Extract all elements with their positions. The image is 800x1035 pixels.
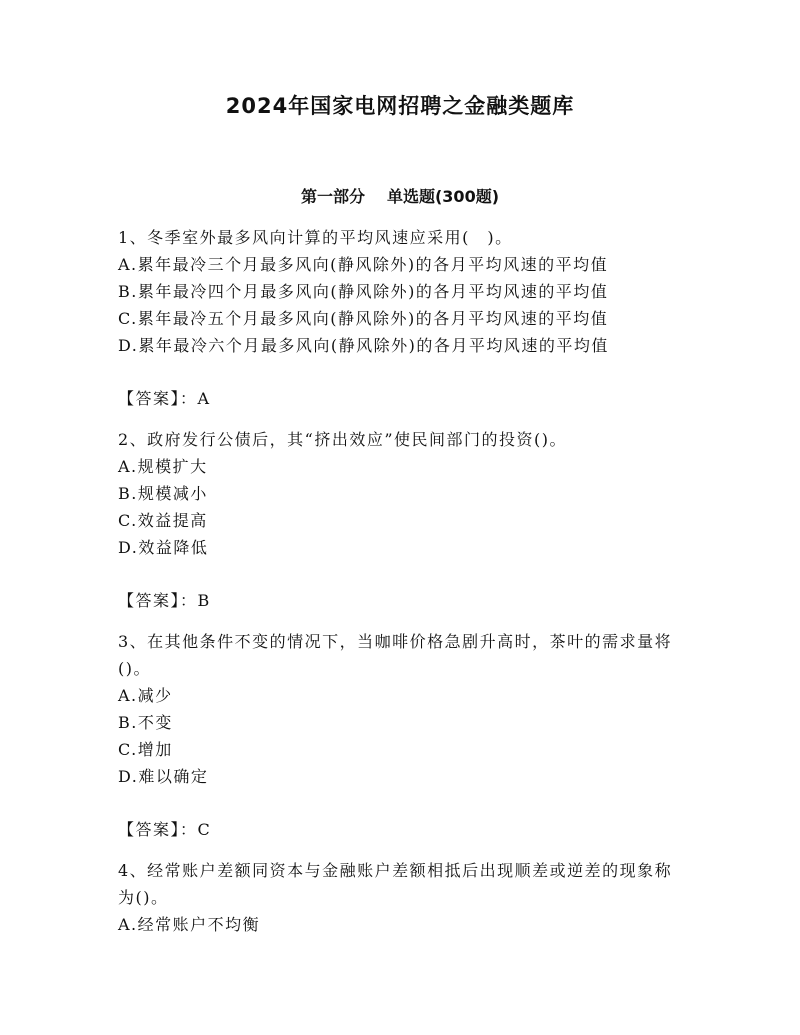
option-b: B.累年最冷四个月最多风向(静风除外)的各月平均风速的平均值	[118, 282, 609, 301]
section-name: 单选题(300题)	[386, 187, 500, 206]
question-4	[118, 857, 684, 938]
option-a: A.累年最冷三个月最多风向(静风除外)的各月平均风速的平均值	[118, 255, 609, 274]
question-stem: 2、政府发行公债后，其“挤出效应”使民间部门的投资()。	[118, 430, 568, 449]
answer-value: B	[197, 591, 211, 610]
option-c: C.累年最冷五个月最多风向(静风除外)的各月平均风速的平均值	[118, 309, 609, 328]
option-c: C.效益提高	[118, 511, 208, 530]
answer-value: A	[197, 389, 211, 408]
option-a: A.经常账户不均衡	[118, 915, 261, 934]
question-1	[118, 224, 684, 412]
option-d: D.难以确定	[118, 767, 209, 786]
answer-value: C	[197, 820, 212, 839]
answer-line	[118, 587, 684, 614]
option-d: D.效益降低	[118, 538, 209, 557]
answer-line	[118, 816, 684, 843]
option-d: D.累年最冷六个月最多风向(静风除外)的各月平均风速的平均值	[118, 336, 609, 355]
question-3	[118, 628, 684, 843]
option-a: A.规模扩大	[118, 457, 208, 476]
option-b: B.不变	[118, 713, 173, 732]
section-heading	[0, 184, 800, 207]
answer-line	[118, 385, 684, 412]
document-title: 2024年国家电网招聘之金融类题库	[225, 94, 575, 118]
question-stem: 4、经常账户差额同资本与金融账户差额相抵后出现顺差或逆差的现象称为()。	[118, 861, 673, 907]
answer-label: 【答案】：	[118, 820, 198, 839]
question-stem: 3、在其他条件不变的情况下，当咖啡价格急剧升高时，茶叶的需求量将()。	[118, 632, 673, 678]
question-list	[118, 224, 684, 938]
question-stem: 1、冬季室外最多风向计算的平均风速应采用( )。	[118, 228, 513, 247]
answer-label: 【答案】：	[118, 591, 198, 610]
option-c: C.增加	[118, 740, 173, 759]
option-b: B.规模减小	[118, 484, 208, 503]
section-part: 第一部分	[300, 187, 365, 206]
option-a: A.减少	[118, 686, 173, 705]
answer-label: 【答案】：	[118, 389, 198, 408]
question-2	[118, 426, 684, 614]
